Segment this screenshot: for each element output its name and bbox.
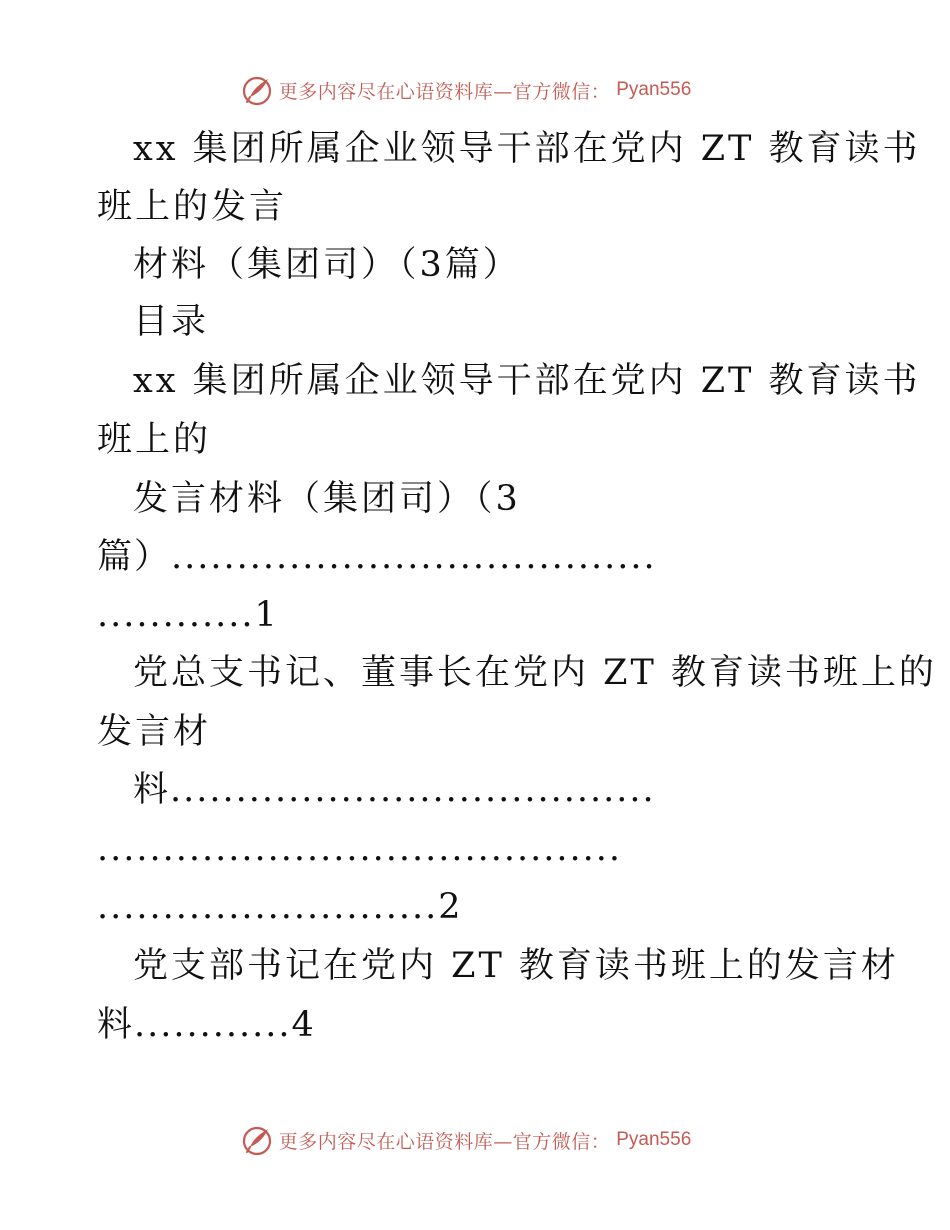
title-line-1: xx 集团所属企业领导干部在党内 ZT 教育读书 bbox=[133, 129, 921, 169]
quill-pen-logo-icon bbox=[241, 1124, 273, 1156]
watermark-wechat-id: Pyan556 bbox=[616, 79, 692, 100]
watermark-header bbox=[0, 70, 950, 110]
quill-pen-logo-icon bbox=[241, 74, 273, 106]
toc-entry-2-line-2: 发言材 bbox=[97, 712, 212, 752]
toc-entry-1-line-1: xx 集团所属企业领导干部在党内 ZT 教育读书 bbox=[133, 361, 921, 401]
toc-entry-2-line-1: 党总支书记、董事长在党内 ZT 教育读书班上的 bbox=[133, 653, 937, 693]
toc-entry-2-line-4: ........................................ bbox=[97, 829, 623, 869]
toc-entry-2-page: ..........................2 bbox=[97, 887, 463, 927]
watermark-text: 更多内容尽在心语资料库—官方微信： bbox=[278, 80, 611, 103]
toc-entry-3-page: 料............4 bbox=[97, 1005, 316, 1045]
toc-entry-1-line-3: 发言材料（集团司）（3 bbox=[133, 479, 521, 519]
toc-heading: 目录 bbox=[133, 302, 210, 342]
toc-entry-3-line-1: 党支部书记在党内 ZT 教育读书班上的发言材 bbox=[133, 946, 899, 986]
toc-entry-1-page: ............1 bbox=[97, 595, 279, 635]
watermark-wechat-id: Pyan556 bbox=[616, 1129, 692, 1150]
watermark-footer bbox=[0, 1120, 950, 1160]
title-line-2: 班上的发言 bbox=[97, 187, 288, 227]
title-line-3: 材料（集团司）（3篇） bbox=[133, 245, 521, 285]
toc-entry-1-line-2: 班上的 bbox=[97, 420, 212, 460]
toc-entry-2-line-3: 料..................................... bbox=[133, 770, 656, 810]
watermark-text: 更多内容尽在心语资料库—官方微信： bbox=[278, 1130, 611, 1153]
toc-entry-1-line-4: 篇）..................................... bbox=[97, 537, 657, 577]
